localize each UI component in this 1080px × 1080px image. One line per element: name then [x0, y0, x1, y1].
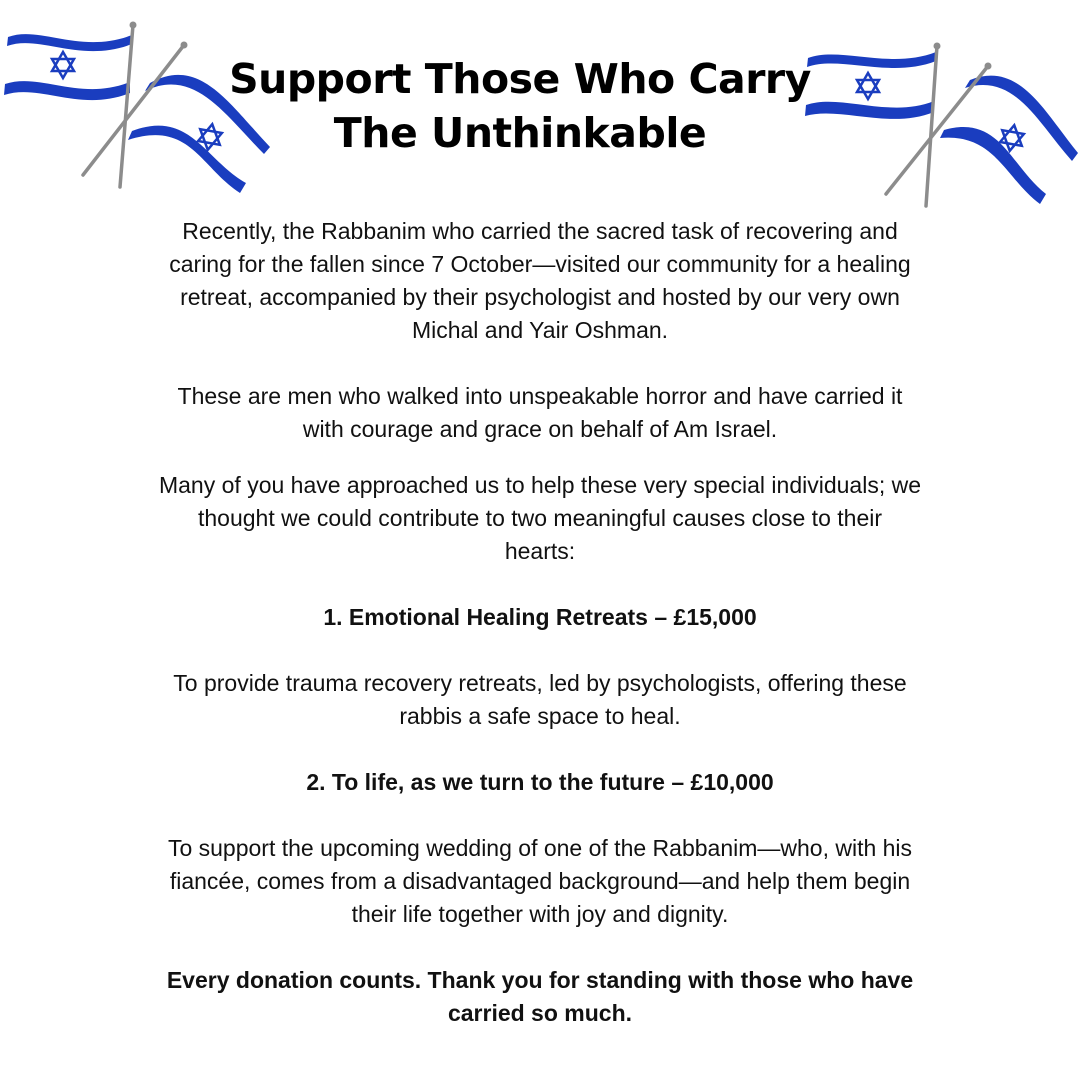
- intro-paragraph: [80, 215, 1000, 347]
- causes-intro-line: hearts:: [504, 538, 576, 564]
- title-line-2: The Unthinkable: [333, 109, 707, 157]
- intro-line: Recently, the Rabbanim who carried the sacred task of recovering and: [182, 218, 898, 244]
- cause-description-line: To provide trauma recovery retreats, led by psychologists, offering these: [173, 670, 907, 696]
- causes-intro-line: Many of you have approached us to help these very special individuals; we: [158, 472, 921, 498]
- flag-left-1: [4, 34, 132, 100]
- title-line-1: Support Those Who Carry: [229, 55, 811, 103]
- men-paragraph: [80, 380, 1000, 446]
- cause-description-line: their life together with joy and dignity.: [351, 901, 729, 927]
- intro-line: Michal and Yair Oshman.: [411, 317, 669, 343]
- cause-description-line: rabbis a safe space to heal.: [399, 703, 681, 729]
- causes-intro-paragraph: [80, 469, 1000, 568]
- cause-1-heading: [80, 601, 1000, 634]
- cause-heading-text: 1. Emotional Healing Retreats – £15,000: [323, 604, 757, 630]
- closing-line: carried so much.: [447, 1000, 633, 1026]
- intro-line: retreat, accompanied by their psychologist and hosted by our very own: [180, 284, 900, 310]
- closing-paragraph: [80, 964, 1000, 1030]
- cause-1-description: [80, 667, 1000, 733]
- cause-description-line: To support the upcoming wedding of one of the Rabbanim—who, with his: [167, 835, 913, 861]
- right-crossed-flags-icon: [800, 38, 1080, 208]
- cause-2-heading: [80, 766, 1000, 799]
- men-line: with courage and grace on behalf of Am Israel.: [302, 416, 778, 442]
- causes-intro-line: thought we could contribute to two meaningful causes close to their: [197, 505, 882, 531]
- closing-line: Every donation counts. Thank you for standing with those who have: [166, 967, 914, 993]
- intro-line: caring for the fallen since 7 October—visited our community for a healing: [169, 251, 911, 277]
- page-title: [200, 52, 840, 160]
- cause-2-description: [80, 832, 1000, 931]
- men-line: These are men who walked into unspeakable horror and have carried it: [177, 383, 903, 409]
- cause-heading-text: 2. To life, as we turn to the future – £10,000: [306, 769, 774, 795]
- cause-description-line: fiancée, comes from a disadvantaged background—and help them begin: [169, 868, 911, 894]
- flag-right-2: [940, 76, 1078, 204]
